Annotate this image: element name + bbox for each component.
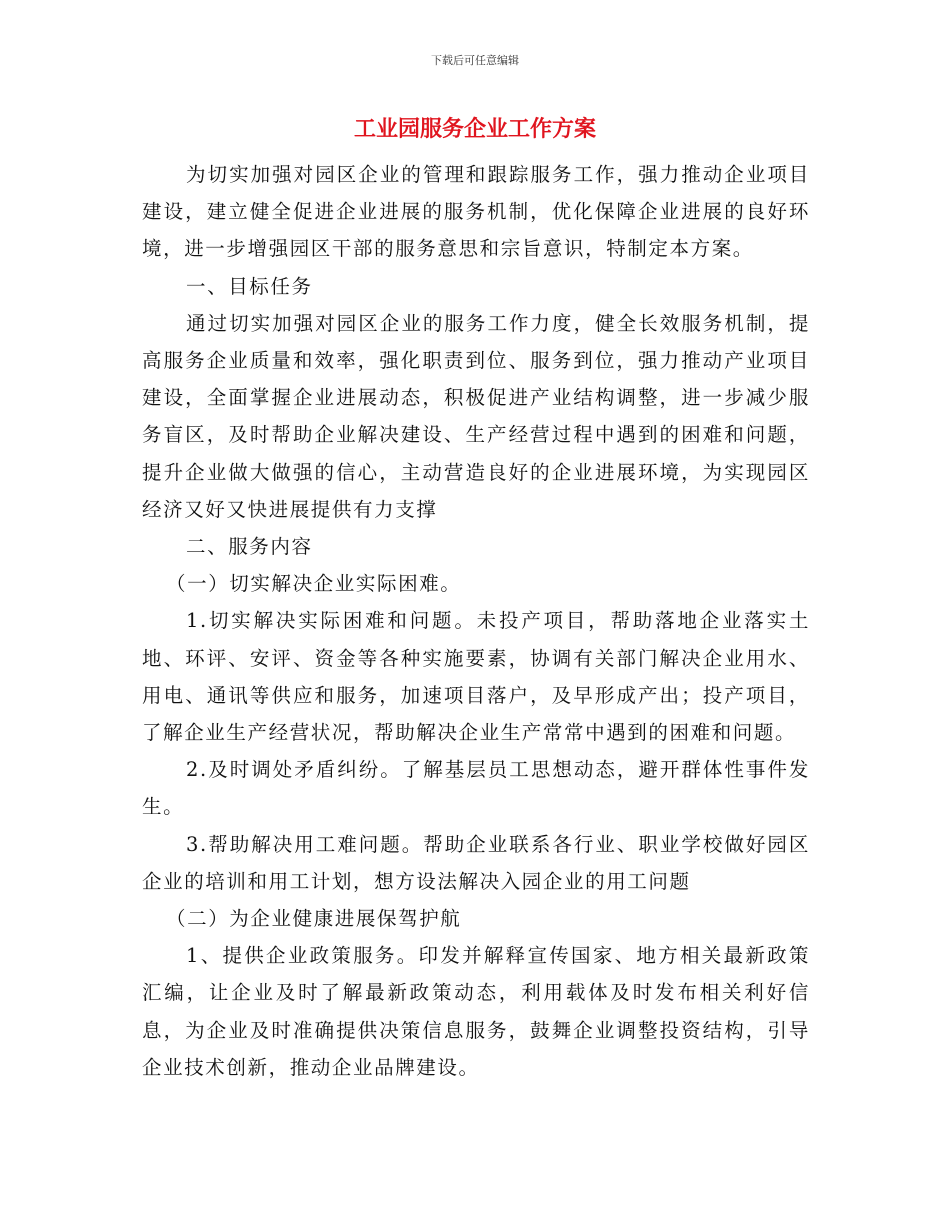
item-paragraph-3: 3.帮助解决用工难问题。帮助企业联系各行业、职业学校做好园区企业的培训和用工计划，想方设法解决入园企业的用工问题 bbox=[142, 832, 810, 893]
document-title: 工业园服务企业工作方案 bbox=[353, 117, 596, 142]
section-heading-services: 二、服务内容 bbox=[186, 535, 313, 559]
section-heading-goals: 一、目标任务 bbox=[186, 274, 313, 298]
subsection-heading-escort: （二）为企业健康进展保驾护航 bbox=[166, 907, 462, 931]
intro-paragraph: 为切实加强对园区企业的管理和跟踪服务工作，强力推动企业项目建设，建立健全促进企业进展的服务机制，优化保障企业进展的良好环境，进一步增强园区干部的服务意思和宗旨意识，特制定本方案。 bbox=[142, 163, 810, 261]
policy-paragraph: 1、提供企业政策服务。印发并解释宣传国家、地方相关最新政策汇编，让企业及时了解最新政策动态，利用载体及时发布相关利好信息，为企业及时准确提供决策信息服务，鼓舞企业调整投资结构，引导企业技术创新，推动企业品牌建设。 bbox=[142, 944, 810, 1079]
document-body bbox=[142, 156, 810, 1086]
page-header: 下载后可任意编辑 bbox=[431, 54, 519, 67]
item-paragraph-1: 1.切实解决实际困难和问题。未投产项目，帮助落地企业落实土地、环评、安评、资金等各种实施要素，协调有关部门解决企业用水、用电、通讯等供应和服务，加速项目落户，及早形成产出；投产项目，了解企业生产经营状况，帮助解决企业生产常常中遇到的困难和问题。 bbox=[142, 609, 810, 745]
item-paragraph-2: 2.及时调处矛盾纠纷。了解基层员工思想动态，避开群体性事件发生。 bbox=[142, 758, 810, 819]
goals-paragraph: 通过切实加强对园区企业的服务工作力度，健全长效服务机制，提高服务企业质量和效率，强化职责到位、服务到位，强力推动产业项目建设，全面掌握企业进展动态，积极促进产业结构调整，进一步减少服务盲区，及时帮助企业解决建设、生产经营过程中遇到的困难和问题，提升企业做大做强的信心，主动营造良好的企业进展环境，为实现园区经济又好又快进展提供有力支撑 bbox=[142, 311, 810, 521]
subsection-heading-difficulties: （一）切实解决企业实际困难。 bbox=[166, 572, 462, 596]
